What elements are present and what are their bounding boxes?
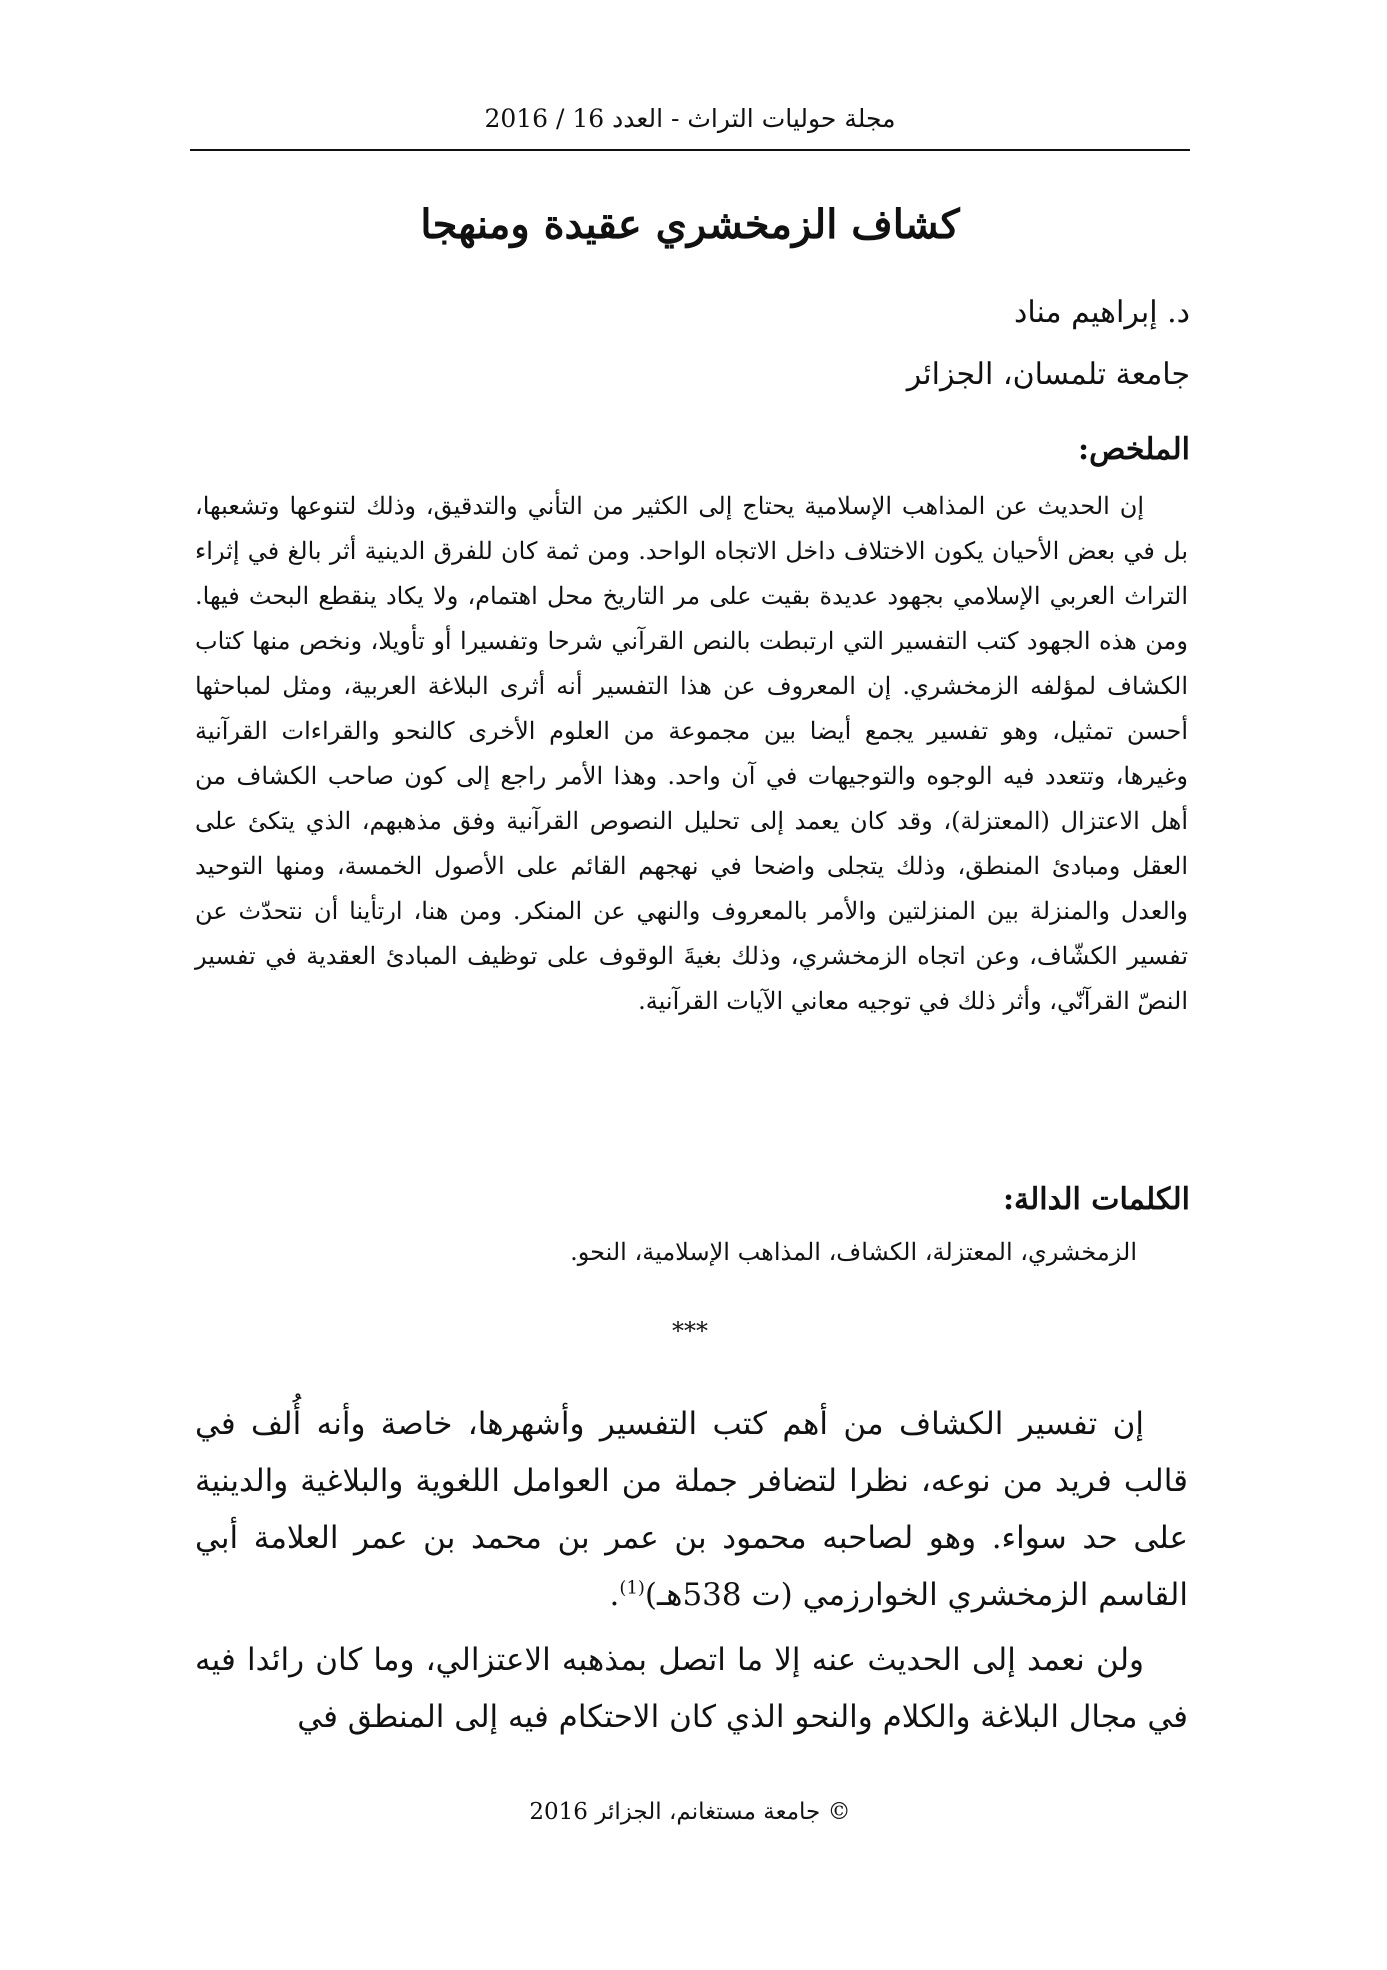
body-paragraph-1-end: . xyxy=(609,1577,620,1613)
body-paragraph-1-text: إن تفسير الكشاف من أهم كتب التفسير وأشهرها، خاصة وأنه أُلف في قالب فريد من نوعه، نظرا لتضافر جملة من العوامل اللغوية والبلاغية والدينية على حد سواء. وهو لصاحبه محمود بن عمر بن محمد بن عمر العلامة أبي القاسم الزمخشري الخوارزمي (ت 538هـ) xyxy=(195,1406,1188,1613)
article-title: كشاف الزمخشري عقيدة ومنهجا xyxy=(420,201,960,248)
keywords-list: الزمخشري، المعتزلة، الكشاف، المذاهب الإسلامية، النحو. xyxy=(570,1238,1137,1266)
author-name: د. إبراهيم مناد xyxy=(1013,295,1190,330)
header-rule xyxy=(190,149,1190,151)
running-header: مجلة حوليات التراث - العدد 16 / 2016 xyxy=(484,104,896,133)
page-footer: © جامعة مستغانم، الجزائر 2016 xyxy=(529,1799,851,1825)
keywords-heading: الكلمات الدالة: xyxy=(1002,1182,1190,1217)
footnote-reference[interactable]: (1) xyxy=(619,1577,645,1599)
section-separator: *** xyxy=(672,1317,708,1345)
body-paragraph-1 xyxy=(195,1396,1188,1624)
body-paragraph-2: ولن نعمد إلى الحديث عنه إلا ما اتصل بمذهبه الاعتزالي، وما كان رائدا فيه في مجال البلاغة والكلام والنحو الذي كان الاحتكام فيه إلى المنطق في xyxy=(195,1642,1188,1735)
author-affiliation: جامعة تلمسان، الجزائر xyxy=(906,357,1190,392)
author-block xyxy=(907,282,1190,406)
abstract-body: إن الحديث عن المذاهب الإسلامية يحتاج إلى الكثير من التأني والتدقيق، وذلك لتنوعها وتشعبها، بل في بعض الأحيان يكون الاختلاف داخل الاتجاه الواحد. ومن ثمة كان للفرق الدينية أثر بالغ في إثراء التراث العربي الإسلامي بجهود عديدة بقيت على مر التاريخ محل اهتمام، ولا يكاد ينقطع البحث فيها. ومن هذه الجهود كتب التفسير التي ارتبطت بالنص القرآني شرحا وتفسيرا أو تأويلا، ونخص منها كتاب الكشاف لمؤلفه الزمخشري. إن المعروف عن هذا التفسير أنه أثرى البلاغة العربية، ومثل لمباحثها أحسن تمثيل، وهو تفسير يجمع أيضا بين مجموعة من العلوم الأخرى كالنحو والقراءات القرآنية وغيرها، وتتعدد فيه الوجوه والتوجيهات في آن واحد. وهذا الأمر راجع إلى كون صاحب الكشاف من أهل الاعتزال (المعتزلة)، وقد كان يعمد إلى تحليل النصوص القرآنية وفق مذهبهم، الذي يتكئ على العقل ومبادئ المنطق، وذلك يتجلى واضحا في نهجهم القائم على الأصول الخمسة، ومنها التوحيد والعدل والمنزلة بين المنزلتين والأمر بالمعروف والنهي عن المنكر. ومن هنا، ارتأينا أن نتحدّث عن تفسير الكشّاف، وعن اتجاه الزمخشري، وذلك بغيةَ الوقوف على توظيف المبادئ العقدية في تفسير النصّ القرآنّي، وأثر ذلك في توجيه معاني الآيات القرآنية. xyxy=(195,492,1188,1015)
abstract-heading: الملخص: xyxy=(1078,432,1190,467)
